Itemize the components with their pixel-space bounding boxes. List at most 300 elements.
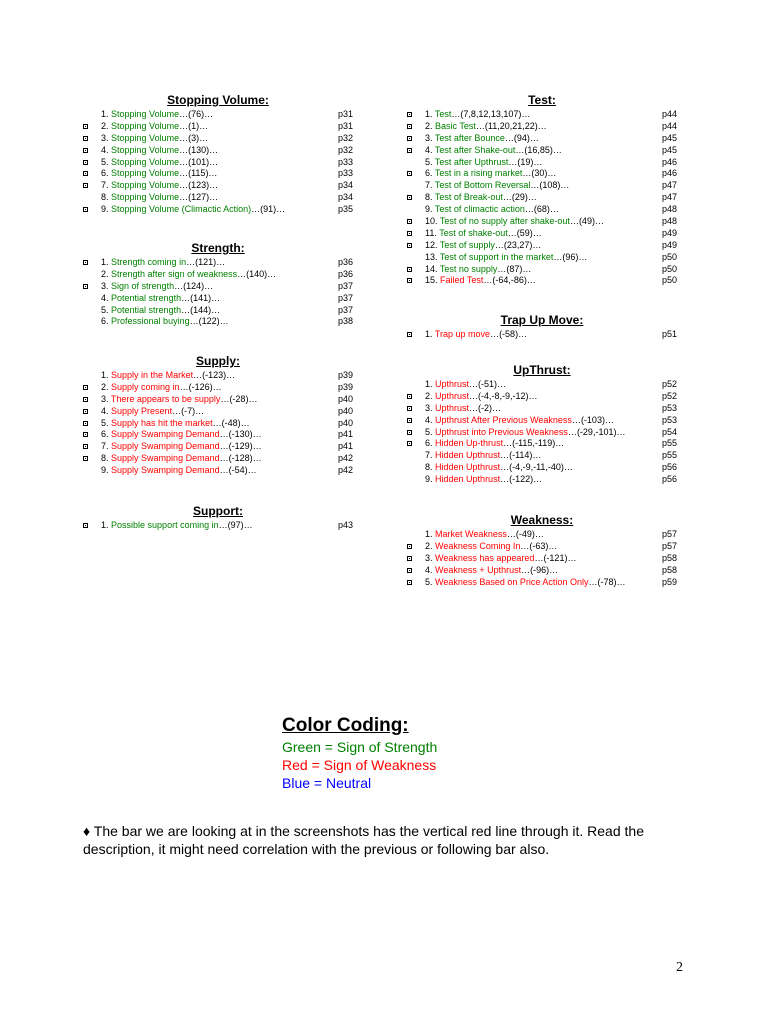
item-text xyxy=(101,133,208,145)
item-label: Supply Swamping Demand xyxy=(111,441,220,452)
item-text xyxy=(425,157,542,169)
item-label: Failed Test xyxy=(440,275,484,286)
item-label: Test of supply xyxy=(439,239,495,250)
item-number: 5. xyxy=(425,576,433,587)
item-page-ref: p52 xyxy=(661,379,677,389)
item-reference: …(-114)… xyxy=(500,450,542,461)
item-label: Weakness Coming In xyxy=(435,540,521,551)
checkbox-bullet-icon xyxy=(407,243,412,248)
list-item xyxy=(83,305,353,317)
item-page-ref: p48 xyxy=(661,216,677,227)
list-item xyxy=(83,269,353,281)
item-reference: …(-63)… xyxy=(520,540,558,551)
item-number: 4. xyxy=(425,144,433,155)
list-item xyxy=(83,382,353,394)
item-reference: …(-96)… xyxy=(521,564,559,575)
list-item xyxy=(83,453,353,465)
checkbox-bullet-icon xyxy=(407,418,412,423)
item-page-ref: p44 xyxy=(661,120,677,131)
item-number: 5. xyxy=(101,304,109,315)
checkbox-bullet-icon xyxy=(407,231,412,236)
item-reference: …(-122)… xyxy=(500,474,543,485)
item-label: Supply has hit the market xyxy=(111,417,213,428)
item-text xyxy=(101,109,213,121)
item-number: 2. xyxy=(425,120,433,131)
item-number: 9. xyxy=(101,204,109,215)
item-number: 1. xyxy=(425,529,433,539)
item-number: 8. xyxy=(425,462,433,473)
item-label: Test after Bounce xyxy=(434,132,505,143)
item-page-ref: p50 xyxy=(661,263,677,274)
checkbox-bullet-icon xyxy=(407,171,412,176)
item-reference: …(115)… xyxy=(179,168,218,179)
section-title: Support: xyxy=(193,504,243,518)
list-item xyxy=(83,293,353,305)
item-reference: …(11,20,21,22)… xyxy=(475,120,547,131)
item-text xyxy=(101,520,253,532)
list-item xyxy=(83,465,353,477)
item-label: Supply Swamping Demand xyxy=(111,429,220,440)
list-item xyxy=(407,204,677,216)
item-label: Test of support in the market xyxy=(439,251,554,262)
list-item xyxy=(407,553,677,565)
item-label: Sign of strength xyxy=(111,280,175,291)
item-label: Upthrust xyxy=(435,402,470,413)
checkbox-bullet-icon xyxy=(83,385,88,390)
list-item xyxy=(407,168,677,180)
item-number: 8. xyxy=(425,192,433,203)
item-text xyxy=(425,415,614,427)
item-label: Weakness Based on Price Action Only xyxy=(435,576,589,587)
item-label: Hidden Upthrust xyxy=(435,474,501,485)
list-item xyxy=(407,462,677,474)
section-support xyxy=(83,504,353,532)
item-label: Stopping Volume xyxy=(111,168,180,179)
item-label: Stopping Volume xyxy=(111,192,180,203)
item-label: Upthrust xyxy=(435,379,470,389)
section-supply xyxy=(83,354,353,477)
item-text xyxy=(101,157,218,169)
checkbox-bullet-icon xyxy=(83,160,88,165)
item-text xyxy=(425,541,557,553)
section-title: Trap Up Move: xyxy=(500,313,584,327)
checkbox-bullet-icon xyxy=(83,409,88,414)
item-page-ref: p45 xyxy=(661,144,677,155)
checkbox-bullet-icon xyxy=(407,267,412,272)
color-coding-legend xyxy=(282,714,437,792)
item-reference: …(108)… xyxy=(530,180,570,191)
item-label: Test xyxy=(434,109,452,119)
item-number: 6. xyxy=(425,168,433,179)
item-number: 3. xyxy=(101,393,109,404)
list-item xyxy=(83,316,353,328)
item-reference: …(-48)… xyxy=(212,417,250,428)
item-number: 5. xyxy=(101,156,109,167)
list-item xyxy=(407,474,677,486)
list-item xyxy=(83,109,353,121)
item-label: Potential strength xyxy=(111,292,182,303)
item-label: Test of Break-out xyxy=(434,192,503,203)
item-page-ref: p33 xyxy=(337,156,353,167)
item-text xyxy=(101,257,225,269)
list-item xyxy=(407,403,677,415)
item-number: 1. xyxy=(101,370,109,380)
item-label: Stopping Volume xyxy=(111,180,180,191)
item-reference: …(-54)… xyxy=(219,465,257,476)
item-reference: …(29)… xyxy=(502,192,537,203)
item-text xyxy=(101,269,276,281)
list-item xyxy=(407,216,677,228)
checkbox-bullet-icon xyxy=(407,332,412,337)
item-reference: …(-123)… xyxy=(193,370,236,380)
item-text xyxy=(425,438,564,450)
checkbox-bullet-icon xyxy=(407,112,412,117)
item-text xyxy=(425,462,573,474)
item-reference: …(-7)… xyxy=(172,405,205,416)
checkbox-bullet-icon xyxy=(83,397,88,402)
item-page-ref: p37 xyxy=(337,280,353,291)
legend-green: Green = Sign of Strength xyxy=(282,739,438,755)
item-number: 5. xyxy=(425,426,433,437)
legend-blue: Blue = Neutral xyxy=(282,775,372,791)
item-number: 1. xyxy=(101,520,109,530)
item-text xyxy=(101,382,222,394)
item-text xyxy=(425,168,556,180)
list-item xyxy=(407,180,677,192)
section-trap-up-move xyxy=(407,313,677,341)
item-page-ref: p50 xyxy=(661,251,677,262)
item-number: 13. xyxy=(425,251,438,262)
list-item xyxy=(407,121,677,133)
item-text xyxy=(101,370,235,382)
item-label: Stopping Volume (Climactic Action) xyxy=(111,204,252,215)
item-text xyxy=(425,529,544,541)
item-label: Test of no supply after shake-out xyxy=(439,216,570,227)
item-text xyxy=(101,429,262,441)
item-text xyxy=(425,565,558,577)
item-page-ref: p34 xyxy=(337,192,353,203)
item-label: Test after Upthrust xyxy=(434,156,509,167)
checkbox-bullet-icon xyxy=(83,444,88,449)
item-label: Test after Shake-out xyxy=(434,144,516,155)
list-item xyxy=(407,565,677,577)
item-label: Supply coming in xyxy=(111,381,180,392)
item-number: 1. xyxy=(425,329,433,339)
item-number: 3. xyxy=(425,552,433,563)
item-reference: …(16,85)… xyxy=(515,144,562,155)
item-text xyxy=(101,293,220,305)
item-text xyxy=(425,403,501,415)
item-page-ref: p41 xyxy=(337,441,353,452)
item-page-ref: p55 xyxy=(661,438,677,449)
item-number: 2. xyxy=(101,381,109,392)
list-item xyxy=(83,281,353,293)
item-page-ref: p42 xyxy=(337,465,353,476)
list-item xyxy=(83,192,353,204)
item-page-ref: p36 xyxy=(337,268,353,279)
item-number: 9. xyxy=(425,474,433,485)
item-page-ref: p37 xyxy=(337,304,353,315)
item-reference: …(-4,-9,-11,-40)… xyxy=(500,462,573,473)
item-text xyxy=(425,474,542,486)
item-number: 7. xyxy=(101,180,109,191)
item-text xyxy=(425,228,542,240)
item-number: 4. xyxy=(425,564,433,575)
item-label: Hidden Up-thrust xyxy=(435,438,504,449)
item-text xyxy=(425,379,506,391)
item-text xyxy=(101,192,218,204)
item-number: 7. xyxy=(425,450,433,461)
item-reference: …(96)… xyxy=(553,251,588,262)
item-reference: …(87)… xyxy=(497,263,532,274)
item-label: Strength after sign of weakness xyxy=(111,268,238,279)
item-page-ref: p49 xyxy=(661,239,677,250)
item-page-ref: p40 xyxy=(337,405,353,416)
list-item xyxy=(83,257,353,269)
item-reference: …(140)… xyxy=(237,268,277,279)
item-text xyxy=(101,121,208,133)
checkbox-bullet-icon xyxy=(83,207,88,212)
item-page-ref: p36 xyxy=(337,257,353,267)
item-text xyxy=(425,577,625,589)
section-strength xyxy=(83,241,353,328)
item-page-ref: p57 xyxy=(661,540,677,551)
item-page-ref: p58 xyxy=(661,564,677,575)
item-text xyxy=(425,252,587,264)
item-page-ref: p46 xyxy=(661,168,677,179)
item-number: 3. xyxy=(101,280,109,291)
item-page-ref: p51 xyxy=(661,329,677,339)
checkbox-bullet-icon xyxy=(407,124,412,129)
item-page-ref: p42 xyxy=(337,453,353,464)
item-reference: …(-126)… xyxy=(179,381,222,392)
checkbox-bullet-icon xyxy=(83,124,88,129)
item-reference: …(141)… xyxy=(181,292,221,303)
list-item xyxy=(407,240,677,252)
item-reference: …(49)… xyxy=(569,216,604,227)
item-page-ref: p31 xyxy=(337,120,353,131)
item-reference: …(-49)… xyxy=(506,529,544,539)
item-number: 6. xyxy=(425,438,433,449)
item-text xyxy=(425,204,559,216)
item-number: 2. xyxy=(425,540,433,551)
item-text xyxy=(425,450,541,462)
item-text xyxy=(425,427,625,439)
item-page-ref: p55 xyxy=(661,450,677,461)
item-reference: …(-129)… xyxy=(219,441,262,452)
item-reference: …(127)… xyxy=(179,192,219,203)
item-number: 8. xyxy=(101,453,109,464)
item-label: Upthrust xyxy=(435,390,470,401)
list-item xyxy=(83,520,353,532)
list-item xyxy=(83,406,353,418)
item-number: 8. xyxy=(101,192,109,203)
list-item xyxy=(83,429,353,441)
checkbox-bullet-icon xyxy=(83,183,88,188)
item-number: 4. xyxy=(101,144,109,155)
checkbox-bullet-icon xyxy=(407,580,412,585)
list-item xyxy=(83,133,353,145)
section-title: Test: xyxy=(528,93,556,107)
item-page-ref: p50 xyxy=(661,275,677,286)
item-label: Weakness + Upthrust xyxy=(435,564,522,575)
checkbox-bullet-icon xyxy=(407,544,412,549)
item-reference: …(-58)… xyxy=(490,329,528,339)
item-number: 9. xyxy=(101,465,109,476)
item-number: 7. xyxy=(101,441,109,452)
list-item xyxy=(407,192,677,204)
list-item xyxy=(407,450,677,462)
item-reference: …(122)… xyxy=(189,316,229,327)
checkbox-bullet-icon xyxy=(407,219,412,224)
list-item xyxy=(407,264,677,276)
item-reference: …(68)… xyxy=(524,204,559,215)
list-item xyxy=(83,204,353,216)
item-reference: …(23,27)… xyxy=(494,239,542,250)
item-reference: …(144)… xyxy=(181,304,221,315)
item-number: 7. xyxy=(425,180,433,191)
item-number: 15. xyxy=(425,275,438,286)
item-number: 3. xyxy=(425,402,433,413)
item-label: Supply in the Market xyxy=(111,370,194,380)
item-text xyxy=(101,281,213,293)
item-text xyxy=(101,180,218,192)
item-reference: …(3)… xyxy=(179,132,209,143)
item-page-ref: p32 xyxy=(337,144,353,155)
item-label: There appears to be supply xyxy=(110,393,221,404)
item-reference: …(7,8,12,13,107)… xyxy=(451,109,531,119)
item-reference: …(-4,-8,-9,-12)… xyxy=(469,390,538,401)
item-number: 2. xyxy=(101,268,109,279)
item-label: Test of Bottom Reversal xyxy=(434,180,531,191)
list-item xyxy=(407,438,677,450)
item-reference: …(94)… xyxy=(504,132,539,143)
item-label: Upthrust into Previous Weakness xyxy=(435,426,568,437)
checkbox-bullet-icon xyxy=(407,195,412,200)
item-page-ref: p40 xyxy=(337,393,353,404)
list-item xyxy=(407,275,677,287)
list-item xyxy=(83,441,353,453)
item-page-ref: p33 xyxy=(337,168,353,179)
item-reference: …(19)… xyxy=(508,156,543,167)
item-label: Strength coming in xyxy=(111,257,187,267)
item-reference: …(123)… xyxy=(179,180,219,191)
item-label: Market Weakness xyxy=(435,529,507,539)
item-reference: …(124)… xyxy=(174,280,214,291)
item-label: Stopping Volume xyxy=(111,132,180,143)
legend-title: Color Coding: xyxy=(282,715,409,736)
item-text xyxy=(425,145,562,157)
item-text xyxy=(425,121,547,133)
item-text xyxy=(425,192,537,204)
item-page-ref: p45 xyxy=(661,132,677,143)
item-reference: …(101)… xyxy=(179,156,219,167)
section-title: Strength: xyxy=(191,241,245,255)
checkbox-bullet-icon xyxy=(407,430,412,435)
item-reference: …(-128)… xyxy=(219,453,262,464)
item-page-ref: p31 xyxy=(337,109,353,119)
item-page-ref: p53 xyxy=(661,402,677,413)
item-page-ref: p59 xyxy=(661,576,677,587)
item-text xyxy=(425,275,536,287)
item-text xyxy=(425,216,604,228)
item-number: 9. xyxy=(425,204,433,215)
item-number: 14. xyxy=(425,263,438,274)
item-label: Test of shake-out xyxy=(439,227,508,238)
checkbox-bullet-icon xyxy=(407,568,412,573)
item-label: Supply Swamping Demand xyxy=(111,453,220,464)
list-item xyxy=(407,541,677,553)
item-page-ref: p58 xyxy=(661,552,677,563)
checkbox-bullet-icon xyxy=(407,278,412,283)
section-title: UpThrust: xyxy=(513,363,571,377)
list-item xyxy=(407,252,677,264)
item-label: Stopping Volume xyxy=(111,120,180,131)
item-page-ref: p52 xyxy=(661,390,677,401)
checkbox-bullet-icon xyxy=(407,441,412,446)
page-number: 2 xyxy=(676,960,683,975)
item-page-ref: p40 xyxy=(337,417,353,428)
item-page-ref: p39 xyxy=(337,370,353,380)
item-page-ref: p37 xyxy=(337,292,353,303)
list-item xyxy=(407,379,677,391)
item-text xyxy=(425,109,530,121)
item-label: Potential strength xyxy=(111,304,182,315)
list-item xyxy=(407,133,677,145)
item-reference: …(76)… xyxy=(179,109,214,119)
section-weakness xyxy=(407,513,677,588)
item-text xyxy=(425,133,539,145)
checkbox-bullet-icon xyxy=(407,406,412,411)
checkbox-bullet-icon xyxy=(83,421,88,426)
item-number: 6. xyxy=(101,429,109,440)
item-number: 1. xyxy=(101,109,109,119)
item-label: Trap up move xyxy=(434,329,491,339)
item-reference: …(97)… xyxy=(218,520,253,530)
item-number: 10. xyxy=(425,216,438,227)
item-number: 4. xyxy=(101,405,109,416)
item-text xyxy=(101,453,262,465)
item-page-ref: p57 xyxy=(661,529,677,539)
item-text xyxy=(101,204,285,216)
item-text xyxy=(101,441,262,453)
item-number: 2. xyxy=(101,120,109,131)
list-item xyxy=(407,228,677,240)
item-page-ref: p49 xyxy=(661,227,677,238)
item-number: 4. xyxy=(101,292,109,303)
checkbox-bullet-icon xyxy=(83,523,88,528)
item-reference: …(1)… xyxy=(179,120,209,131)
item-reference: …(59)… xyxy=(507,227,542,238)
item-number: 11. xyxy=(425,227,437,238)
item-reference: …(-2)… xyxy=(469,402,502,413)
item-text xyxy=(101,394,257,406)
item-label: Professional buying xyxy=(111,316,190,327)
list-item xyxy=(407,577,677,589)
checkbox-bullet-icon xyxy=(83,284,88,289)
list-item xyxy=(83,121,353,133)
section-title: Supply: xyxy=(196,354,240,368)
item-page-ref: p43 xyxy=(337,520,353,530)
item-reference: …(-115,-119)… xyxy=(503,438,565,449)
list-item xyxy=(83,145,353,157)
list-item xyxy=(407,529,677,541)
item-reference: …(30)… xyxy=(522,168,557,179)
item-page-ref: p38 xyxy=(337,316,353,327)
item-reference: …(-78)… xyxy=(588,576,626,587)
item-page-ref: p56 xyxy=(661,462,677,473)
item-text xyxy=(425,329,527,341)
